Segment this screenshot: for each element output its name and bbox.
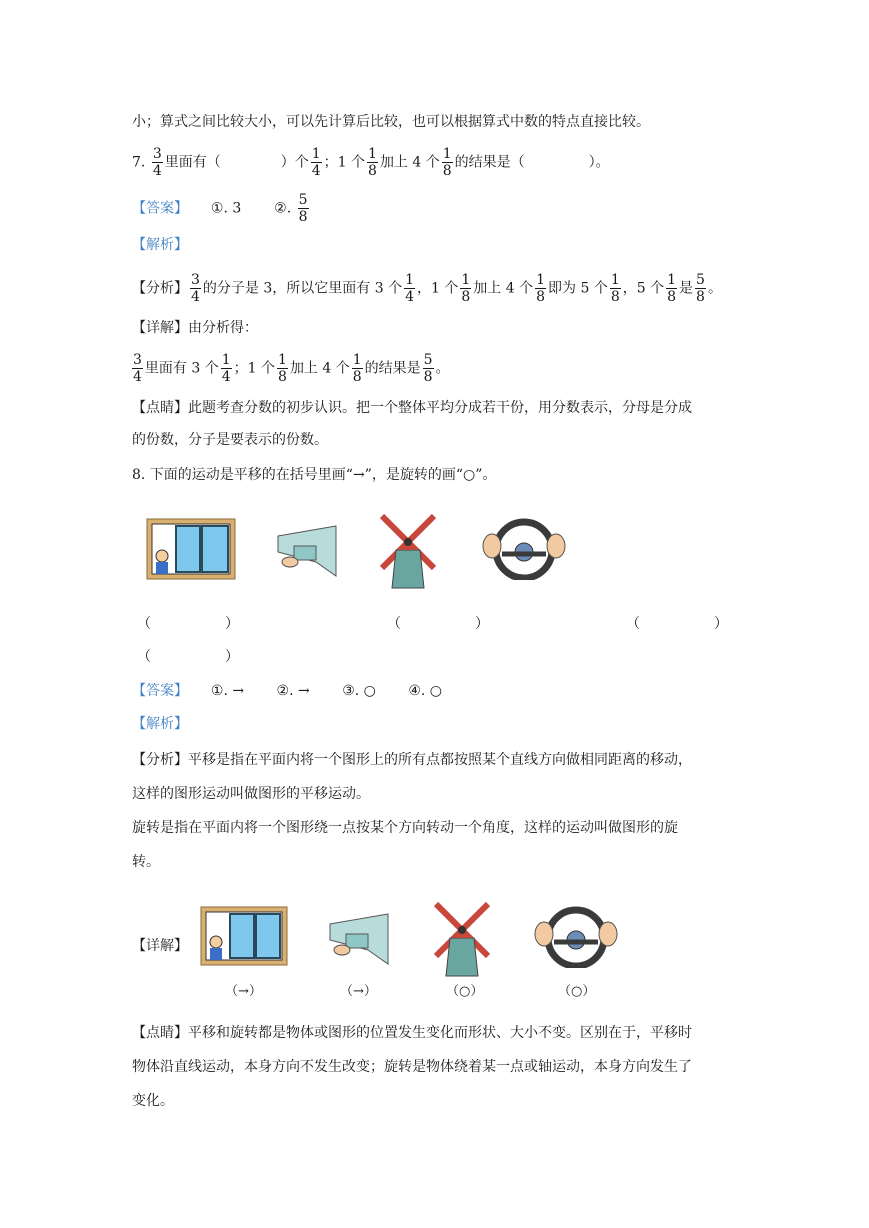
window-picture-2 [200, 906, 288, 968]
analysis-8-line4: 转。 [132, 854, 160, 870]
remark-8-line2: 物体沿直线运动，本身方向不发生改变；旋转是物体绕着某一点或轴运动，本身方向发生了 [132, 1059, 692, 1075]
windmill-picture [378, 510, 438, 590]
blank-4: （ ） [137, 649, 239, 665]
window-picture [146, 518, 236, 582]
question-number: 7. [132, 154, 146, 171]
answer-8: 【答案】 ①. → ②. → ③. ○ ④. ○ [132, 683, 442, 699]
fraction-1-4: $\frac{1}{4}$ [311, 146, 321, 179]
question-8: 8. 下面的运动是平移的在括号里画“→”，是旋转的画“○”。 [132, 467, 497, 483]
fraction-1-8: $\frac{1}{8}$ [368, 146, 377, 179]
drawer-picture-2 [328, 910, 390, 966]
analysis-8-line3: 旋转是指在平面内将一个图形绕一点按某个方向转动一个角度，这样的运动叫做图形的旋 [132, 820, 678, 836]
caption-1: （→） [225, 984, 262, 999]
windmill-picture-2 [432, 898, 492, 978]
analysis-label-8: 【解析】 [132, 716, 188, 732]
analysis-8-line1: 【分析】平移是指在平面内将一个图形上的所有点都按照某个直线方向做相同距离的移动， [132, 752, 692, 768]
steering-wheel-picture [482, 518, 566, 580]
detail-7-line: $\frac{3}{4}$ 里面有 3 个 $\frac{1}{4}$ ；1 个 $\frac{1}{8}$ 加上 4 个 $\frac{1}{8}$ 的结果是 $\frac{5}{8}$ 。 [133, 352, 450, 385]
question-7: 7. $\frac{3}{4}$ 里面有（ ）个 $\frac{1}{4}$ ；1 个 $\frac{1}{8}$ 加上 4 个 $\frac{1}{8}$ 的结果是（ ）。 [132, 146, 610, 179]
fraction-5-8: $\frac{5}{8}$ [298, 192, 308, 225]
caption-3: （○） [446, 984, 484, 999]
remark-8-line3: 变化。 [132, 1093, 174, 1109]
blank-2: （ ） [387, 616, 489, 632]
analysis-label: 【解析】 [132, 237, 188, 253]
text-line: 小；算式之间比较大小，可以先计算后比较，也可以根据算式中数的特点直接比较。 [132, 114, 650, 130]
caption-4: （○） [558, 984, 596, 999]
drawer-picture [276, 522, 338, 578]
answer-7: 【答案】 ①. 3 ②. $\frac{5}{8}$ [132, 192, 308, 225]
remark-8-line1: 【点睛】平移和旋转都是物体或图形的位置发生变化而形状、大小不变。区别在于，平移时 [132, 1025, 692, 1041]
detail-7: 【详解】由分析得： [132, 320, 258, 336]
detail-8-label: 【详解】 [132, 938, 188, 954]
answer-label: 【答案】 [132, 200, 188, 217]
fraction-3-4: $\frac{3}{4}$ [152, 146, 162, 179]
caption-2: （→） [340, 984, 377, 999]
steering-wheel-picture-2 [534, 906, 618, 968]
fraction-1-8: $\frac{1}{8}$ [442, 146, 452, 179]
remark-7-line2: 的份数，分子是要表示的份数。 [132, 432, 328, 448]
blank-1: （ ） [137, 616, 239, 632]
analysis-8-line2: 这样的图形运动叫做图形的平移运动。 [132, 786, 370, 802]
blank-3: （ ） [626, 616, 728, 632]
remark-7: 【点睛】此题考查分数的初步认识。把一个整体平均分成若干份，用分数表示，分母是分成 [132, 400, 692, 416]
analysis-7: 【分析】 $\frac{3}{4}$ 的分子是 3，所以它里面有 3 个 $\frac{1}{4}$ ，1 个 $\frac{1}{8}$ 加上 4 个 $\frac{1}{8}$ 即为 5 个 $\frac{1}{8}$ ，5 个 $\frac{1}{8}$ 是 $\frac{5}{8}$ 。 [132, 272, 722, 305]
